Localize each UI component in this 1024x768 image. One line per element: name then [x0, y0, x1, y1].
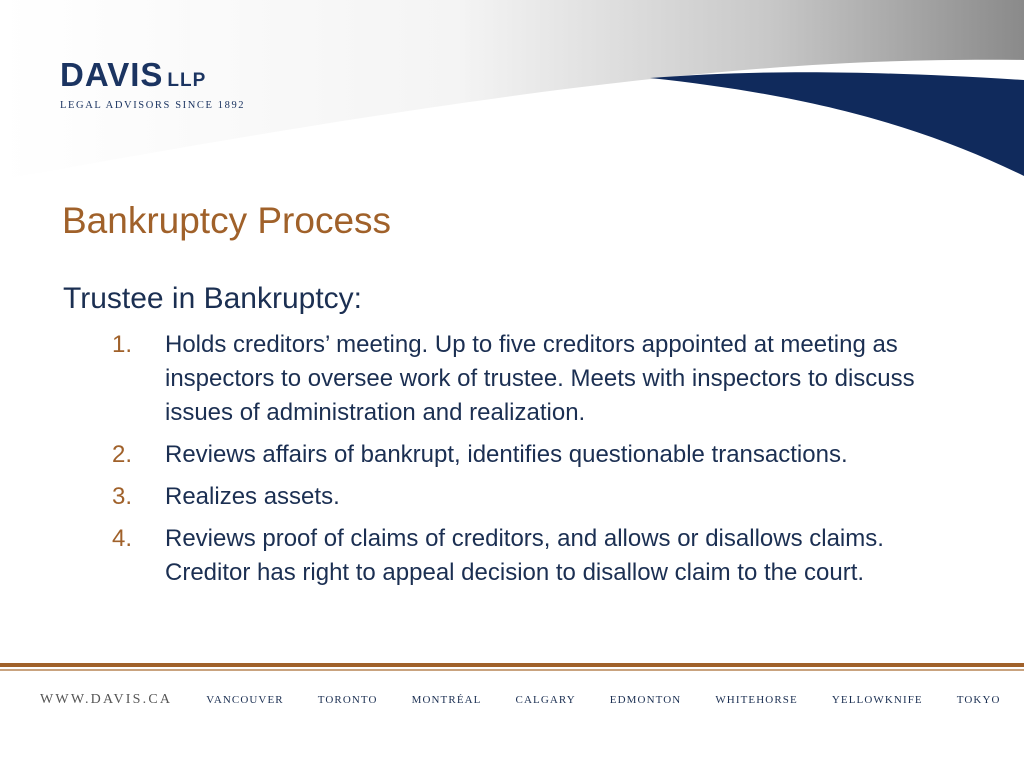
item-text: Holds creditors’ meeting. Up to five creditors appointed at meeting as inspectors to oversee work of trustee. Meets with inspectors to discuss issues of administration and realization. — [165, 331, 915, 426]
logo-tagline: LEGAL ADVISORS SINCE 1892 — [60, 100, 246, 111]
city-toronto: TORONTO — [317, 694, 378, 706]
city-tokyo: TOKYO — [956, 694, 1001, 706]
list-item — [112, 480, 962, 514]
item-number: 1. — [112, 331, 133, 358]
list-item — [112, 438, 962, 472]
website-link[interactable]: WWW.DAVIS.CA — [40, 692, 173, 707]
footer-bar — [40, 692, 1001, 708]
item-number: 4. — [112, 525, 133, 552]
item-text: Realizes assets. — [165, 483, 340, 510]
item-number: 3. — [112, 483, 133, 510]
slide-subtitle: Trustee in Bankruptcy: — [63, 282, 363, 315]
footer-divider — [0, 663, 1024, 667]
logo-name: DAVIS — [60, 56, 164, 93]
item-number: 2. — [112, 441, 133, 468]
item-text: Reviews affairs of bankrupt, identifies questionable transactions. — [165, 441, 848, 468]
davis-logo[interactable] — [60, 58, 245, 111]
city-edmonton: EDMONTON — [609, 694, 682, 706]
logo-suffix: LLP — [167, 70, 207, 91]
city-yellowknife: YELLOWKNIFE — [831, 694, 923, 706]
city-vancouver: VANCOUVER — [206, 694, 284, 706]
slide-title: Bankruptcy Process — [62, 200, 392, 241]
city-calgary: CALGARY — [515, 694, 576, 706]
city-whitehorse: WHITEHORSE — [715, 694, 798, 706]
item-text: Reviews proof of claims of creditors, and allows or disallows claims. Creditor has right to appeal decision to disallow claim to the court. — [165, 525, 884, 586]
list-item — [112, 328, 962, 430]
navy-swoosh — [650, 72, 1024, 176]
city-montreal: MONTRÉAL — [411, 694, 482, 706]
footer-divider-thin — [0, 669, 1024, 671]
trustee-duties-list — [112, 328, 962, 598]
list-item — [112, 522, 962, 590]
